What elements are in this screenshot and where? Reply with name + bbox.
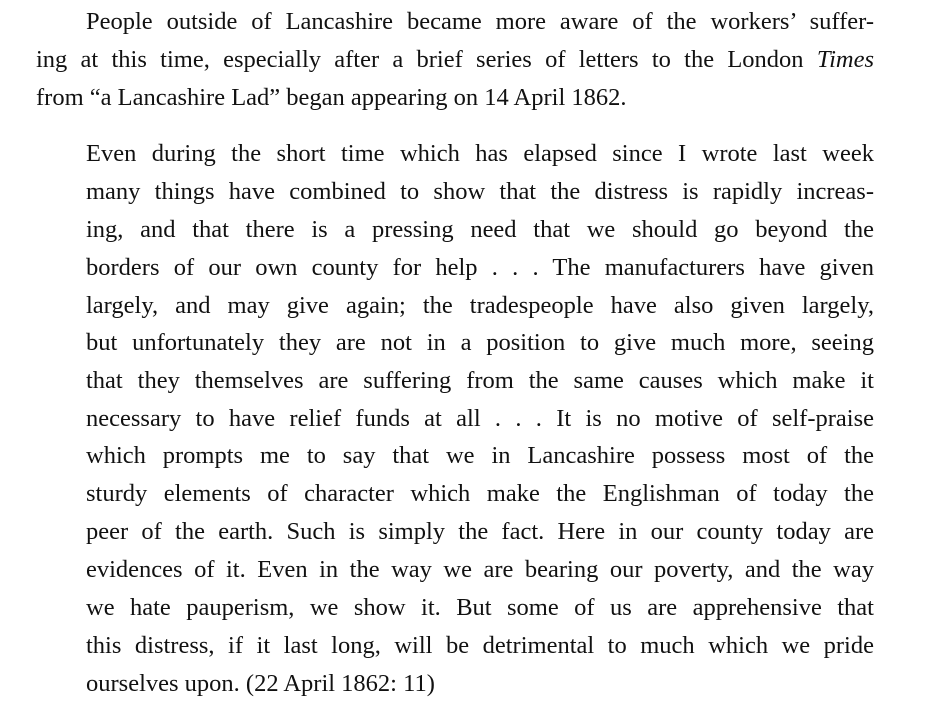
paragraph-line-text: ing at this time, especially after a brief series of letters to the London <box>36 46 804 73</box>
quote-line-citation: ourselves upon. (22 April 1862: 11) <box>86 670 435 697</box>
quote-line: largely, and may give again; the tradespeople have also given largely, <box>86 292 874 319</box>
quote-line: ing, and that there is a pressing need that we should go beyond the <box>86 216 874 243</box>
quote-line: which prompts me to say that we in Lancashire possess most of the <box>86 442 874 469</box>
cropped-text-fragment <box>448 0 460 3</box>
quote-line: sturdy elements of character which make the Englishman of today the <box>86 480 874 507</box>
quote-line: that they themselves are suffering from the same causes which make it <box>86 367 874 394</box>
quote-line: we hate pauperism, we show it. But some of us are apprehensive that <box>86 594 874 621</box>
quote-line: borders of our own county for help . . . The manufacturers have given <box>86 254 874 281</box>
paragraph-line <box>36 45 874 75</box>
cropped-previous-line <box>0 0 939 4</box>
quote-line: necessary to have relief funds at all . . . It is no motive of self-praise <box>86 405 874 432</box>
newspaper-title: Times <box>816 46 875 73</box>
cropped-text-fragment <box>330 0 342 3</box>
quote-line: but unfortunately they are not in a position to give much more, seeing <box>86 329 874 356</box>
quote-line: this distress, if it last long, will be detrimental to much which we pride <box>86 632 874 659</box>
cropped-text-fragment <box>150 0 162 3</box>
quote-line: evidences of it. Even in the way we are bearing our poverty, and the way <box>86 556 874 583</box>
quote-line: Even during the short time which has elapsed since I wrote last week <box>86 140 874 167</box>
quote-line: many things have combined to show that the distress is rapidly increas- <box>86 178 874 205</box>
quote-line: peer of the earth. Such is simply the fact. Here in our county today are <box>86 518 874 545</box>
paragraph-line: People outside of Lancashire became more aware of the workers’ suffer- <box>86 8 874 35</box>
paragraph-line: from “a Lancashire Lad” began appearing on 14 April 1862. <box>36 84 627 111</box>
